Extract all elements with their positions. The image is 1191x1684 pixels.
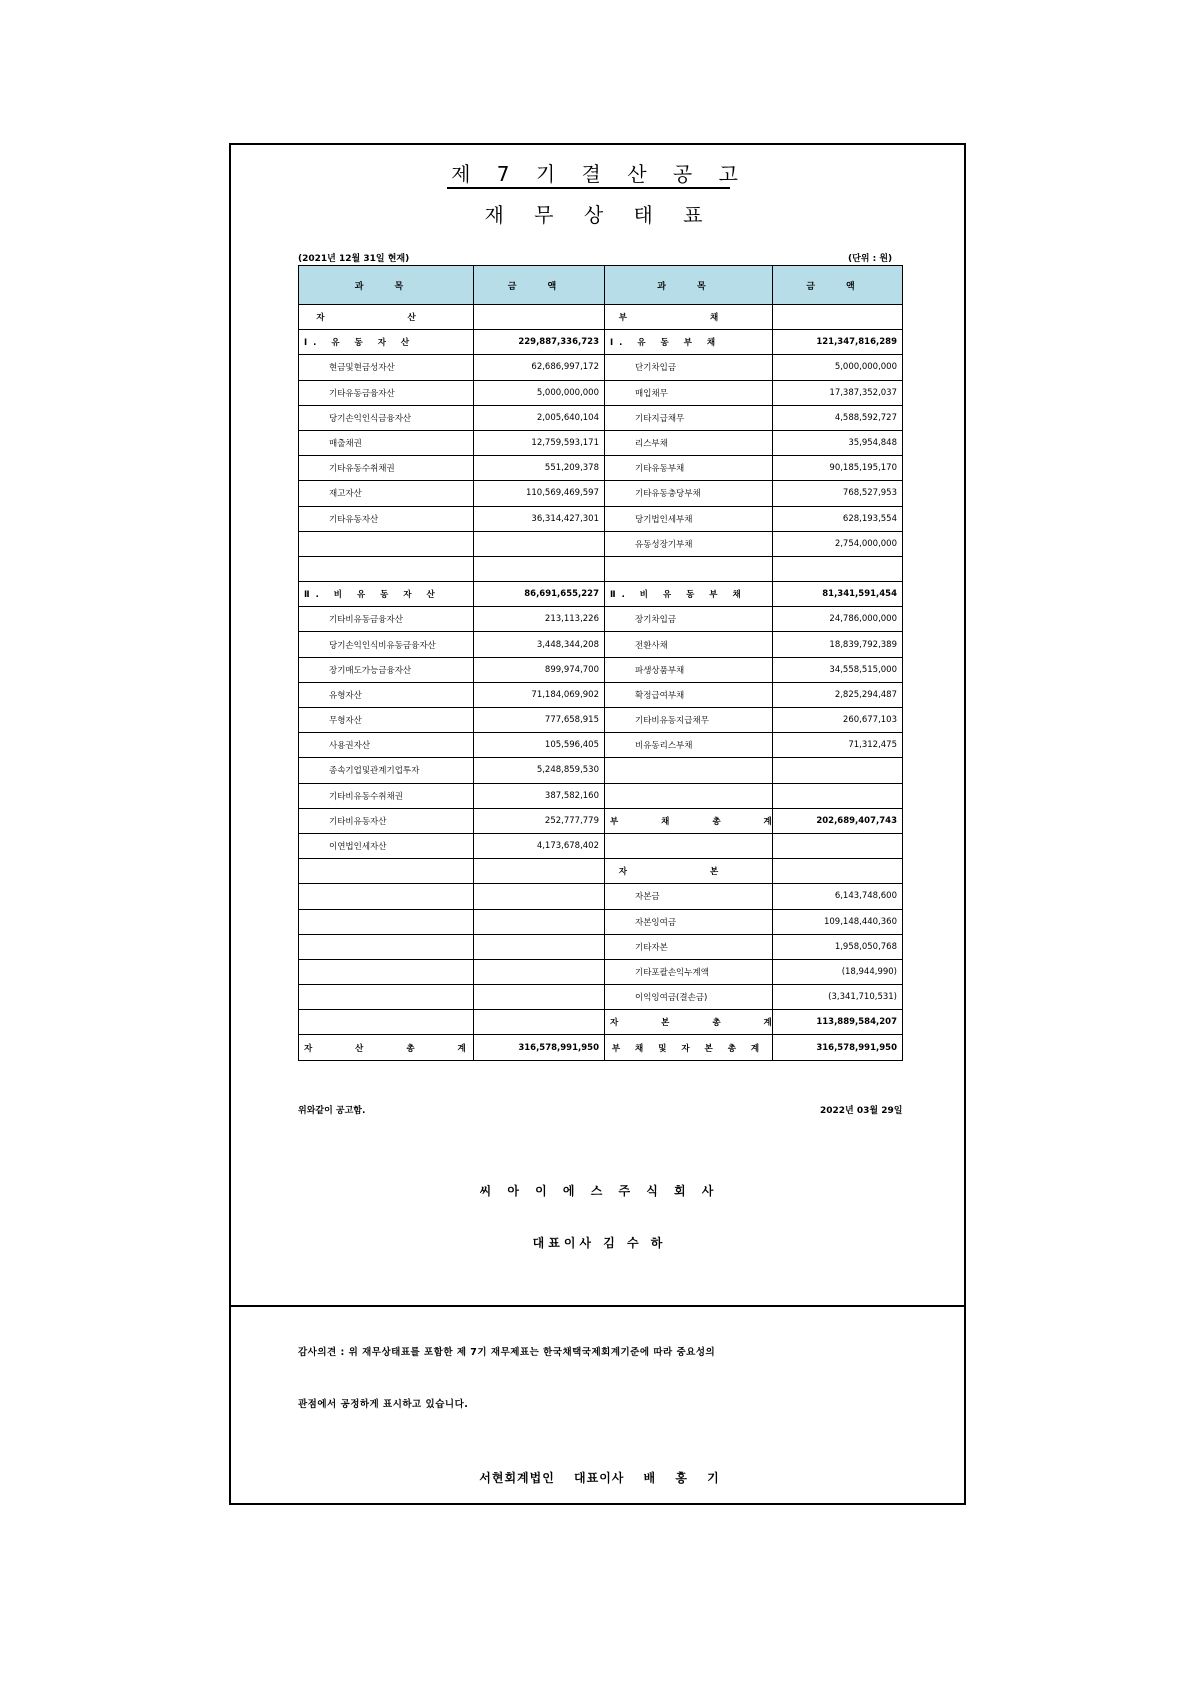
row-label-right: 기타비유동지급채무 <box>605 708 773 733</box>
row-label-right: 단기차입금 <box>605 355 773 380</box>
header-subject-left: 과 목 <box>299 266 474 305</box>
row-value-right <box>773 859 903 884</box>
table-row <box>299 430 903 455</box>
total-equity-value: 113,889,584,207 <box>773 1010 903 1035</box>
row-label-left <box>299 1010 474 1035</box>
table-row <box>299 959 903 984</box>
notice-date: 2022년 03월 29일 <box>820 1106 903 1116</box>
row-value-left: 5,248,859,530 <box>474 758 605 783</box>
row-label-left: 유형자산 <box>299 682 474 707</box>
row-label-right: 기타유동충당부채 <box>605 481 773 506</box>
total-assets-value: 316,578,991,950 <box>474 1035 605 1060</box>
total-assets-label: 자 산 총 계 <box>299 1035 474 1060</box>
row-label-right: 기타지급채무 <box>605 405 773 430</box>
table-row <box>299 934 903 959</box>
row-value-left <box>474 859 605 884</box>
row-value-left <box>474 934 605 959</box>
row-label-right: 기타포괄손익누계액 <box>605 959 773 984</box>
row-value-left: 252,777,779 <box>474 808 605 833</box>
row-label-right: 매입채무 <box>605 380 773 405</box>
row-label-right: 유동성장기부채 <box>605 531 773 556</box>
row-value-left: 12,759,593,171 <box>474 430 605 455</box>
table-row <box>299 556 903 581</box>
row-label-right: 기타유동부채 <box>605 456 773 481</box>
table-row <box>299 985 903 1010</box>
row-label-left: 사용권자산 <box>299 733 474 758</box>
row-label-right <box>605 783 773 808</box>
table-row <box>299 859 903 884</box>
table-header-row <box>299 266 903 305</box>
row-value-left: 71,184,069,902 <box>474 682 605 707</box>
row-value-right: 6,143,748,600 <box>773 884 903 909</box>
notice-frame <box>229 143 966 1505</box>
row-label-right <box>605 758 773 783</box>
table-row <box>299 330 903 355</box>
row-label-left: 기타유동자산 <box>299 506 474 531</box>
row-value-left <box>474 305 605 330</box>
table-row <box>299 632 903 657</box>
total-liabilities-equity-value: 316,578,991,950 <box>773 1035 903 1060</box>
table-row <box>299 607 903 632</box>
table-row <box>299 1035 903 1060</box>
non-current-assets-value: 86,691,655,227 <box>474 582 605 607</box>
row-value-left: 3,448,344,208 <box>474 632 605 657</box>
row-value-right: 71,312,475 <box>773 733 903 758</box>
row-label-left <box>299 531 474 556</box>
table-row <box>299 531 903 556</box>
row-label-left: 이연법인세자산 <box>299 833 474 858</box>
row-value-right: 35,954,848 <box>773 430 903 455</box>
page-title: 제 7 기 결 산 공 고 <box>451 162 748 186</box>
row-value-right: 2,825,294,487 <box>773 682 903 707</box>
total-equity-label: 자 본 총 계 <box>605 1010 773 1035</box>
header-subject-right: 과 목 <box>605 266 773 305</box>
row-label-right: 장기차입금 <box>605 607 773 632</box>
row-label-left <box>299 556 474 581</box>
audit-divider <box>231 1305 964 1307</box>
row-value-right: 260,677,103 <box>773 708 903 733</box>
row-label-left <box>299 934 474 959</box>
row-value-right: 90,185,195,170 <box>773 456 903 481</box>
table-row <box>299 708 903 733</box>
liabilities-heading: 부 채 <box>605 305 773 330</box>
equity-heading: 자 본 <box>605 859 773 884</box>
table-row <box>299 733 903 758</box>
row-value-left: 551,209,378 <box>474 456 605 481</box>
row-value-left: 387,582,160 <box>474 783 605 808</box>
row-value-left: 2,005,640,104 <box>474 405 605 430</box>
row-value-right <box>773 783 903 808</box>
row-value-left: 213,113,226 <box>474 607 605 632</box>
non-current-liabilities-label: Ⅱ. 비 유 동 부 채 <box>605 582 773 607</box>
row-value-left <box>474 884 605 909</box>
table-row <box>299 833 903 858</box>
current-assets-value: 229,887,336,723 <box>474 330 605 355</box>
row-label-right: 당기법인세부채 <box>605 506 773 531</box>
row-label-left <box>299 959 474 984</box>
title-underline <box>447 187 730 189</box>
row-label-right: 비유동리스부채 <box>605 733 773 758</box>
row-value-right: 5,000,000,000 <box>773 355 903 380</box>
row-value-right: (3,341,710,531) <box>773 985 903 1010</box>
table-row <box>299 783 903 808</box>
row-value-left <box>474 985 605 1010</box>
ceo-name: 대표이사 김 수 하 <box>532 1236 667 1250</box>
assets-heading: 자 산 <box>299 305 474 330</box>
total-liabilities-label: 부 채 총 계 <box>605 808 773 833</box>
row-value-left <box>474 909 605 934</box>
row-label-left: 장기매도가능금융자산 <box>299 657 474 682</box>
row-value-right: 109,148,440,360 <box>773 909 903 934</box>
row-value-right: 4,588,592,727 <box>773 405 903 430</box>
table-row <box>299 380 903 405</box>
auditor-name: 서현회계법인 대표이사 배 홍 기 <box>479 1471 720 1485</box>
row-value-left <box>474 556 605 581</box>
row-label-left: 현금및현금성자산 <box>299 355 474 380</box>
row-value-right: 768,527,953 <box>773 481 903 506</box>
table-row <box>299 355 903 380</box>
row-label-left: 당기손익인식비유동금융자산 <box>299 632 474 657</box>
table-row <box>299 657 903 682</box>
row-value-right: 1,958,050,768 <box>773 934 903 959</box>
notice-text: 위와같이 공고함. <box>298 1106 366 1116</box>
non-current-assets-label: Ⅱ. 비 유 동 자 산 <box>299 582 474 607</box>
row-value-right: 2,754,000,000 <box>773 531 903 556</box>
table-row <box>299 506 903 531</box>
row-value-left: 110,569,469,597 <box>474 481 605 506</box>
non-current-liabilities-value: 81,341,591,454 <box>773 582 903 607</box>
current-assets-label: Ⅰ. 유 동 자 산 <box>299 330 474 355</box>
row-label-right: 파생상품부채 <box>605 657 773 682</box>
current-liabilities-label: Ⅰ. 유 동 부 채 <box>605 330 773 355</box>
table-row <box>299 582 903 607</box>
row-label-right: 기타자본 <box>605 934 773 959</box>
row-label-left <box>299 985 474 1010</box>
row-label-right: 자본잉여금 <box>605 909 773 934</box>
row-value-left: 5,000,000,000 <box>474 380 605 405</box>
row-label-left: 재고자산 <box>299 481 474 506</box>
row-label-left <box>299 859 474 884</box>
row-label-left <box>299 884 474 909</box>
row-label-right <box>605 556 773 581</box>
row-value-right: 34,558,515,000 <box>773 657 903 682</box>
table-row <box>299 884 903 909</box>
row-label-left: 무형자산 <box>299 708 474 733</box>
row-label-right: 이익잉여금(결손금) <box>605 985 773 1010</box>
row-value-left: 4,173,678,402 <box>474 833 605 858</box>
row-value-right <box>773 833 903 858</box>
row-value-left <box>474 531 605 556</box>
row-label-right <box>605 833 773 858</box>
row-label-left: 매출채권 <box>299 430 474 455</box>
row-label-left: 기타비유동자산 <box>299 808 474 833</box>
row-label-right: 자본금 <box>605 884 773 909</box>
row-label-left: 종속기업및관계기업투자 <box>299 758 474 783</box>
unit-note: (단위 : 원) <box>848 254 893 264</box>
balance-sheet-table <box>298 265 903 1061</box>
row-label-left: 기타유동수취채권 <box>299 456 474 481</box>
table-row <box>299 405 903 430</box>
table-row <box>299 758 903 783</box>
audit-opinion-line2: 관점에서 공정하게 표시하고 있습니다. <box>298 1399 469 1410</box>
table-row <box>299 305 903 330</box>
row-value-left: 62,686,997,172 <box>474 355 605 380</box>
row-value-right <box>773 758 903 783</box>
table-row <box>299 682 903 707</box>
row-label-left: 당기손익인식금융자산 <box>299 405 474 430</box>
row-value-left <box>474 1010 605 1035</box>
total-liabilities-equity-label: 부 채 및 자 본 총 계 <box>605 1035 773 1060</box>
row-value-right: 24,786,000,000 <box>773 607 903 632</box>
row-value-right <box>773 556 903 581</box>
row-value-left: 105,596,405 <box>474 733 605 758</box>
current-liabilities-value: 121,347,816,289 <box>773 330 903 355</box>
statement-title: 재 무 상 태 표 <box>484 203 715 227</box>
row-value-right <box>773 305 903 330</box>
row-label-left: 기타비유동수취채권 <box>299 783 474 808</box>
header-amount-left: 금 액 <box>474 266 605 305</box>
row-label-left: 기타유동금융자산 <box>299 380 474 405</box>
table-row <box>299 909 903 934</box>
row-value-right: 17,387,352,037 <box>773 380 903 405</box>
table-row <box>299 1010 903 1035</box>
row-value-right: 18,839,792,389 <box>773 632 903 657</box>
row-value-left: 36,314,427,301 <box>474 506 605 531</box>
table-row <box>299 456 903 481</box>
row-label-left: 기타비유동금융자산 <box>299 607 474 632</box>
total-liabilities-value: 202,689,407,743 <box>773 808 903 833</box>
row-value-right: (18,944,990) <box>773 959 903 984</box>
row-label-right: 리스부채 <box>605 430 773 455</box>
row-label-left <box>299 909 474 934</box>
header-amount-right: 금 액 <box>773 266 903 305</box>
row-label-right: 전환사채 <box>605 632 773 657</box>
date-note: (2021년 12월 31일 현재) <box>298 254 410 264</box>
row-value-right: 628,193,554 <box>773 506 903 531</box>
table-row <box>299 481 903 506</box>
company-name: 씨 아 이 에 스 주 식 회 사 <box>479 1184 720 1198</box>
row-value-left: 777,658,915 <box>474 708 605 733</box>
row-value-left: 899,974,700 <box>474 657 605 682</box>
row-value-left <box>474 959 605 984</box>
row-label-right: 확정급여부채 <box>605 682 773 707</box>
audit-opinion-line1: 감사의견 : 위 재무상태표를 포함한 제 7기 재무제표는 한국채택국제회계기준에 따라 중요성의 <box>298 1347 716 1358</box>
table-row <box>299 808 903 833</box>
